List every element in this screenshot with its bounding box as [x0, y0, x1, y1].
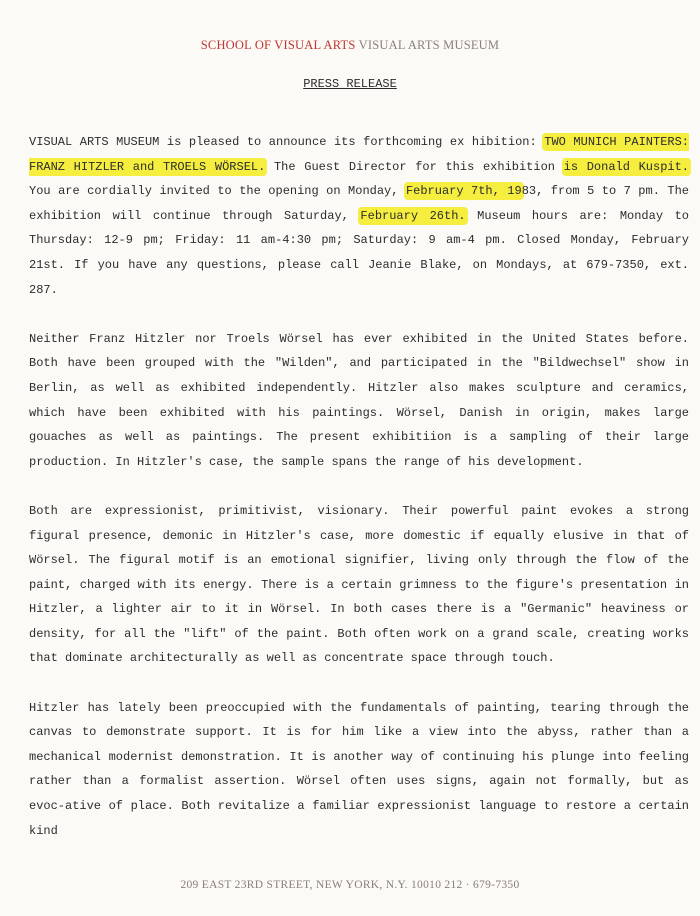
letterhead-museum-name: VISUAL ARTS MUSEUM [358, 38, 500, 52]
highlighted-exhibition-title: TWO MUNICH PAINTERS: FRANZ HITZLER and TROELS WÖRSEL. [29, 135, 689, 174]
press-release-heading: PRESS RELEASE [303, 77, 397, 91]
highlighted-closing-date: February 26th. [360, 208, 466, 223]
letterhead-footer-address: 209 EAST 23RD STREET, NEW YORK, N.Y. 10010 212 · 679-7350 [180, 879, 520, 891]
artists-background-paragraph: Neither Franz Hitzler nor Troels Wörsel has ever exhibited in the United States before. Both have been grouped with the "Wilden", and participated in the "Bildwechsel" show in Berlin, as well as exhibited independently. Hitzler also makes sculpture and ceramics, which have been exhibited with his paintings. Wörsel, Danish in origin, makes large gouaches as well as paintings. The present exhibitiion is a sampling of their large production. In Hitzler's case, the sample spans the range of his development. [29, 331, 689, 469]
letterhead [0, 38, 700, 53]
announcement-text: 83, from 5 to 7 pm. The exhibition will continue through Saturday, [29, 184, 689, 223]
letterhead-school-name: SCHOOL OF VISUAL ARTS [200, 38, 356, 52]
announcement-paragraph [29, 130, 689, 302]
recent-work-paragraph: Hitzler has lately been preoccupied with the fundamentals of painting, tearing through the canvas to demonstrate support. It is for him like a view into the abyss, rather than a mechanical modernist demonstration. It is another way of continuing his plunge into feeling rather than a formalist assertion. Wörsel often uses signs, again not formally, but as evoc-ative of place. Both revitalize a familiar expressionist language to restore a certain kind [29, 700, 689, 838]
announcement-text: Museum hours are: Monday to Thursday: 12-9 pm; Friday: 11 am-4:30 pm; Saturday: 9 am-4 pm. Closed Monday, February 21st. If you have any questions, please call Jeanie Blake, on Mondays, at 679-7350, ext. 287. [29, 208, 689, 297]
highlighted-guest-director: is Donald Kuspit. [563, 159, 689, 174]
artistic-style-paragraph: Both are expressionist, primitivist, visionary. Their powerful paint evokes a strong figural presence, demonic in Hitzler's case, more domestic if equally elusive in that of Wörsel. The figural motif is an emotional signifier, living only through the flow of the paint, charged with its energy. There is a certain grimness to the figure's presentation in Hitzler, a lighter air to it in Wörsel. In both cases there is a "Germanic" heaviness or density, for all the "lift" of the paint. Both often work on a grand scale, creating works that dominate architecturally as well as concentrate space through touch. [29, 503, 689, 666]
announcement-text: You are cordially invited to the opening on Monday, [29, 184, 406, 199]
document-body [29, 130, 689, 868]
highlighted-opening-date: February 7th, 19 [405, 184, 522, 199]
announcement-text: The Guest Director for this exhibition [265, 159, 564, 174]
document-title [0, 77, 700, 91]
announcement-text: VISUAL ARTS MUSEUM is pleased to announce its forthcoming ex hibition: [29, 135, 545, 149]
